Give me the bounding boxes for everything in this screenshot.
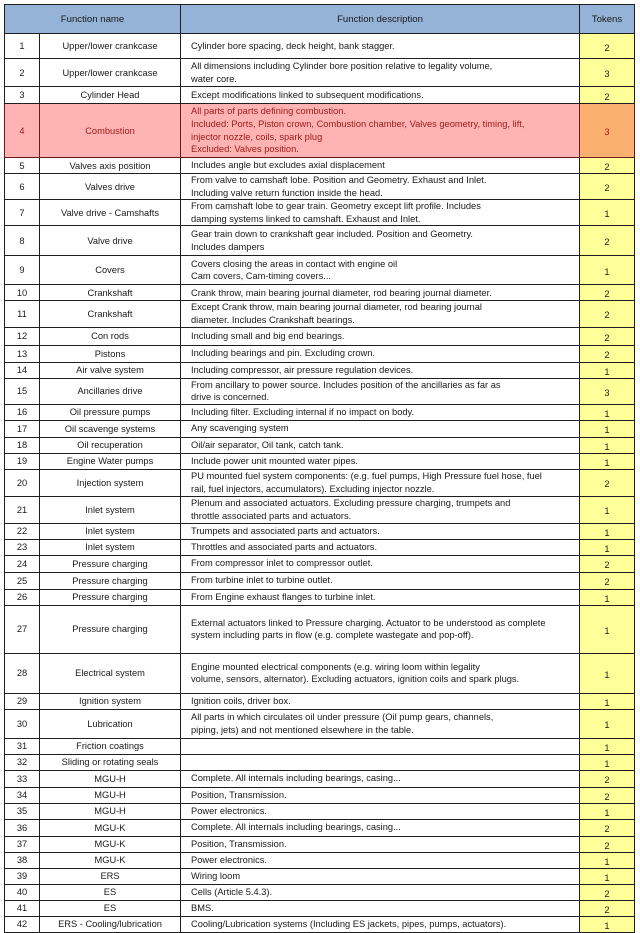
- tokens-cell: 2: [580, 158, 635, 174]
- tokens-cell: 1: [580, 693, 635, 709]
- tokens-cell: 1: [580, 852, 635, 868]
- row-number: 32: [5, 754, 40, 770]
- tokens-cell: 1: [580, 200, 635, 226]
- row-number: 3: [5, 87, 40, 104]
- description-line: Power electronics.: [191, 854, 267, 865]
- tokens-cell: 2: [580, 327, 635, 345]
- row-number: 8: [5, 226, 40, 256]
- description-line: Wiring loom: [191, 870, 241, 881]
- function-name-cell: Pistons: [40, 345, 181, 362]
- tokens-cell: 2: [580, 555, 635, 572]
- description-line: damping systems linked to camshaft. Exhaust and Inlet.: [191, 213, 421, 224]
- row-number: 13: [5, 345, 40, 362]
- function-name-cell: Covers: [40, 256, 181, 285]
- row-number: 17: [5, 420, 40, 437]
- table-row: [5, 803, 635, 819]
- row-number: 4: [5, 104, 40, 158]
- row-number: 10: [5, 285, 40, 301]
- row-number: 29: [5, 693, 40, 709]
- description-line: All dimensions including Cylinder bore position relative to legality volume,: [191, 60, 493, 71]
- row-number: 40: [5, 884, 40, 900]
- function-name-cell: MGU-H: [40, 787, 181, 803]
- function-description-cell: [181, 404, 580, 420]
- description-line: From valve to camshaft lobe. Position and Geometry. Exhaust and Inlet.: [191, 175, 487, 185]
- function-description-cell: [181, 523, 580, 539]
- function-description-cell: [181, 469, 580, 496]
- function-name-cell: MGU-H: [40, 770, 181, 787]
- row-number: 19: [5, 453, 40, 469]
- function-name-cell: Valves axis position: [40, 158, 181, 174]
- description-line: From camshaft lobe to gear train. Geometry except lift profile. Includes: [191, 201, 481, 212]
- description-line: Complete. All internals including bearings, casing...: [191, 822, 401, 833]
- description-line: piping, jets) and not mentioned elsewhere in the table.: [191, 724, 414, 735]
- function-name-cell: Oil pressure pumps: [40, 404, 181, 420]
- function-name-cell: Friction coatings: [40, 738, 181, 754]
- function-name-cell: Injection system: [40, 469, 181, 496]
- description-line: From ancillary to power source. Includes position of the ancillaries as far as: [191, 379, 501, 390]
- function-name-cell: Pressure charging: [40, 572, 181, 589]
- tokens-cell: 1: [580, 605, 635, 653]
- tokens-cell: 2: [580, 345, 635, 362]
- description-line: From Engine exhaust flanges to turbine inlet.: [191, 591, 376, 602]
- header-tokens: Tokens: [580, 5, 635, 34]
- tokens-cell: 1: [580, 916, 635, 932]
- description-line: Complete. All internals including bearings, casing...: [191, 773, 401, 784]
- function-description-cell: [181, 378, 580, 404]
- tokens-cell: 1: [580, 803, 635, 819]
- table-row: [5, 868, 635, 884]
- function-description-cell: [181, 200, 580, 226]
- description-line: Ignition coils, driver box.: [191, 695, 291, 706]
- table-row: [5, 709, 635, 738]
- table-row: [5, 174, 635, 200]
- tokens-cell: 3: [580, 59, 635, 87]
- function-name-cell: Sliding or rotating seals: [40, 754, 181, 770]
- row-number: 34: [5, 787, 40, 803]
- function-name-cell: Cylinder Head: [40, 87, 181, 104]
- row-number: 16: [5, 404, 40, 420]
- function-description-cell: [181, 852, 580, 868]
- function-name-cell: ES: [40, 900, 181, 916]
- description-line: From turbine inlet to turbine outlet.: [191, 575, 333, 586]
- function-description-cell: [181, 362, 580, 378]
- function-description-cell: [181, 539, 580, 555]
- description-line: Throttles and associated parts and actuators.: [191, 541, 378, 552]
- table-row: [5, 900, 635, 916]
- table-row: [5, 884, 635, 900]
- row-number: 26: [5, 589, 40, 605]
- description-line: Except modifications linked to subsequent modifications.: [191, 89, 424, 100]
- function-description-cell: [181, 653, 580, 693]
- function-name-cell: MGU-H: [40, 803, 181, 819]
- function-name-cell: Ancillaries drive: [40, 378, 181, 404]
- row-number: 25: [5, 572, 40, 589]
- function-description-cell: [181, 34, 580, 59]
- function-description-cell: [181, 900, 580, 916]
- description-line: Cooling/Lubrication systems (Including ES jackets, pipes, pumps, actuators).: [191, 918, 507, 929]
- function-description-cell: [181, 327, 580, 345]
- tokens-cell: 1: [580, 256, 635, 285]
- table-row: [5, 754, 635, 770]
- description-line: system including parts in flow (e.g. complete wastegate and pop-off).: [191, 630, 474, 641]
- table-row: [5, 836, 635, 852]
- tokens-cell: 1: [580, 362, 635, 378]
- tokens-cell: 1: [580, 709, 635, 738]
- description-line: volume, sensors, alternator). Excluding actuators, ignition coils and spark plugs.: [191, 674, 520, 685]
- tokens-cell: 1: [580, 589, 635, 605]
- tokens-cell: 1: [580, 404, 635, 420]
- function-name-cell: Pressure charging: [40, 605, 181, 653]
- function-tokens-table: [4, 4, 635, 933]
- function-description-cell: [181, 868, 580, 884]
- table-row: [5, 345, 635, 362]
- tokens-cell: 2: [580, 226, 635, 256]
- header-row: [5, 5, 635, 34]
- description-line: Including valve return function inside the head.: [191, 187, 383, 198]
- function-description-cell: [181, 158, 580, 174]
- tokens-cell: 1: [580, 437, 635, 453]
- table-row: [5, 539, 635, 555]
- tokens-cell: 1: [580, 539, 635, 555]
- header-function-name: Function name: [5, 5, 181, 34]
- description-line: Including compressor, air pressure regulation devices.: [191, 364, 414, 375]
- function-description-cell: [181, 819, 580, 836]
- table-row: [5, 285, 635, 301]
- function-name-cell: Upper/lower crankcase: [40, 59, 181, 87]
- description-line: PU mounted fuel system components: (e.g. fuel pumps, High Pressure fuel hose, fuel: [191, 471, 542, 482]
- table-row: [5, 437, 635, 453]
- tokens-cell: 2: [580, 301, 635, 327]
- function-name-cell: Crankshaft: [40, 301, 181, 327]
- function-name-cell: Con rods: [40, 327, 181, 345]
- function-description-cell: [181, 605, 580, 653]
- row-number: 2: [5, 59, 40, 87]
- row-number: 9: [5, 256, 40, 285]
- description-line: throttle associated parts and actuators.: [191, 510, 352, 521]
- function-name-cell: Inlet system: [40, 523, 181, 539]
- description-line: Cells (Article 5.4.3).: [191, 886, 273, 897]
- table-row: [5, 327, 635, 345]
- row-number: 15: [5, 378, 40, 404]
- tokens-cell: 1: [580, 868, 635, 884]
- row-number: 35: [5, 803, 40, 819]
- tokens-cell: 1: [580, 453, 635, 469]
- table-row: [5, 200, 635, 226]
- function-description-cell: [181, 836, 580, 852]
- row-number: 7: [5, 200, 40, 226]
- function-name-cell: Pressure charging: [40, 589, 181, 605]
- description-line: All parts of parts defining combustion.: [191, 106, 347, 117]
- function-description-cell: [181, 59, 580, 87]
- description-line: Includes angle but excludes axial displacement: [191, 160, 385, 171]
- function-name-cell: Electrical system: [40, 653, 181, 693]
- tokens-cell: 2: [580, 770, 635, 787]
- tokens-cell: 1: [580, 653, 635, 693]
- function-name-cell: Air valve system: [40, 362, 181, 378]
- table-row: [5, 404, 635, 420]
- function-name-cell: MGU-K: [40, 836, 181, 852]
- description-line: rail, fuel injectors, accumulators). Excluding injector nozzle.: [191, 483, 435, 494]
- description-line: Power electronics.: [191, 805, 267, 816]
- function-name-cell: ERS - Cooling/lubrication: [40, 916, 181, 932]
- table-row: [5, 301, 635, 327]
- function-description-cell: [181, 496, 580, 523]
- tokens-cell: 2: [580, 884, 635, 900]
- description-line: Excluded: Valves position.: [191, 144, 299, 155]
- function-description-cell: [181, 453, 580, 469]
- description-line: Including bearings and pin. Excluding crown.: [191, 348, 375, 359]
- function-description-cell: [181, 420, 580, 437]
- description-line: Engine mounted electrical components (e.g. wiring loom within legality: [191, 661, 480, 672]
- table-row: [5, 453, 635, 469]
- tokens-cell: 2: [580, 87, 635, 104]
- table-row: [5, 158, 635, 174]
- tokens-cell: 1: [580, 738, 635, 754]
- function-name-cell: Oil scavenge systems: [40, 420, 181, 437]
- function-description-cell: [181, 87, 580, 104]
- function-description-cell: [181, 301, 580, 327]
- row-number: 18: [5, 437, 40, 453]
- row-number: 20: [5, 469, 40, 496]
- table-body: [5, 34, 635, 933]
- tokens-cell: 2: [580, 787, 635, 803]
- function-name-cell: Engine Water pumps: [40, 453, 181, 469]
- tokens-cell: 2: [580, 285, 635, 301]
- function-description-cell: [181, 256, 580, 285]
- function-name-cell: Lubrication: [40, 709, 181, 738]
- tokens-cell: 2: [580, 819, 635, 836]
- table-row: [5, 378, 635, 404]
- table-row: [5, 523, 635, 539]
- description-line: Trumpets and associated parts and actuators.: [191, 525, 380, 536]
- table-row: [5, 420, 635, 437]
- description-line: injector nozzle, coils, spark plug: [191, 131, 323, 142]
- function-description-cell: [181, 555, 580, 572]
- function-name-cell: MGU-K: [40, 852, 181, 868]
- row-number: 5: [5, 158, 40, 174]
- tokens-cell: 3: [580, 378, 635, 404]
- tokens-cell: 1: [580, 754, 635, 770]
- table-row: [5, 589, 635, 605]
- header-function-description: Function description: [181, 5, 580, 34]
- row-number: 24: [5, 555, 40, 572]
- row-number: 12: [5, 327, 40, 345]
- row-number: 42: [5, 916, 40, 932]
- function-name-cell: Valves drive: [40, 174, 181, 200]
- table-row: [5, 770, 635, 787]
- table-row: [5, 256, 635, 285]
- description-line: Gear train down to crankshaft gear included. Position and Geometry.: [191, 229, 473, 240]
- tokens-cell: 2: [580, 174, 635, 200]
- tokens-cell: 2: [580, 900, 635, 916]
- table-row: [5, 226, 635, 256]
- function-description-cell: [181, 589, 580, 605]
- description-line: Includes dampers: [191, 241, 265, 252]
- function-description-cell: [181, 437, 580, 453]
- description-line: Included: Ports, Piston crown, Combustion chamber, Valves geometry, timing, lift,: [191, 118, 525, 129]
- description-line: External actuators linked to Pressure charging. Actuator to be understood as complete: [191, 617, 546, 628]
- table-row: [5, 572, 635, 589]
- table-row: [5, 104, 635, 158]
- function-name-cell: Inlet system: [40, 496, 181, 523]
- function-description-cell: [181, 345, 580, 362]
- row-number: 31: [5, 738, 40, 754]
- function-description-cell: [181, 572, 580, 589]
- table-row: [5, 555, 635, 572]
- tokens-cell: 1: [580, 523, 635, 539]
- row-number: 39: [5, 868, 40, 884]
- table-row: [5, 34, 635, 59]
- description-line: Position, Transmission.: [191, 789, 287, 800]
- function-description-cell: [181, 916, 580, 932]
- description-line: All parts in which circulates oil under pressure (Oil pump gears, channels,: [191, 712, 494, 723]
- row-number: 11: [5, 301, 40, 327]
- row-number: 30: [5, 709, 40, 738]
- table-row: [5, 496, 635, 523]
- table-row: [5, 738, 635, 754]
- tokens-cell: 2: [580, 34, 635, 59]
- row-number: 36: [5, 819, 40, 836]
- function-description-cell: [181, 770, 580, 787]
- function-name-cell: Inlet system: [40, 539, 181, 555]
- row-number: 38: [5, 852, 40, 868]
- description-line: From compressor inlet to compressor outlet.: [191, 558, 373, 569]
- description-line: Cylinder bore spacing, deck height, bank stagger.: [191, 40, 395, 51]
- row-number: 1: [5, 34, 40, 59]
- row-number: 21: [5, 496, 40, 523]
- description-line: Any scavenging system: [191, 423, 289, 434]
- table-row: [5, 87, 635, 104]
- row-number: 23: [5, 539, 40, 555]
- function-description-cell: [181, 787, 580, 803]
- description-line: Oil/air separator, Oil tank, catch tank.: [191, 439, 344, 450]
- description-line: Plenum and associated actuators. Excluding pressure charging, trumpets and: [191, 498, 511, 509]
- table-row: [5, 469, 635, 496]
- tokens-cell: 2: [580, 469, 635, 496]
- function-description-cell: [181, 693, 580, 709]
- function-description-cell: [181, 803, 580, 819]
- tokens-cell: 3: [580, 104, 635, 158]
- table-row: [5, 653, 635, 693]
- description-line: Including filter. Excluding internal if no impact on body.: [191, 406, 415, 417]
- description-line: Covers closing the areas in contact with engine oil: [191, 258, 398, 269]
- row-number: 41: [5, 900, 40, 916]
- function-name-cell: Oil recuperation: [40, 437, 181, 453]
- table-row: [5, 605, 635, 653]
- function-name-cell: Valve drive - Camshafts: [40, 200, 181, 226]
- description-line: drive is concerned.: [191, 392, 270, 403]
- table-row: [5, 787, 635, 803]
- table-row: [5, 362, 635, 378]
- function-name-cell: ES: [40, 884, 181, 900]
- row-number: 27: [5, 605, 40, 653]
- function-name-cell: Crankshaft: [40, 285, 181, 301]
- tokens-cell: 1: [580, 420, 635, 437]
- description-line: Crank throw, main bearing journal diameter, rod bearing journal diameter.: [191, 287, 492, 298]
- function-name-cell: Valve drive: [40, 226, 181, 256]
- function-name-cell: Ignition system: [40, 693, 181, 709]
- description-line: Cam covers, Cam-timing covers...: [191, 271, 331, 282]
- tokens-cell: 2: [580, 572, 635, 589]
- row-number: 33: [5, 770, 40, 787]
- table-row: [5, 693, 635, 709]
- description-line: Include power unit mounted water pipes.: [191, 455, 358, 466]
- table-row: [5, 852, 635, 868]
- description-line: Position, Transmission.: [191, 838, 287, 849]
- function-name-cell: Combustion: [40, 104, 181, 158]
- table-row: [5, 819, 635, 836]
- description-line: Except Crank throw, main bearing journal diameter, rod bearing journal: [191, 302, 482, 313]
- function-description-cell: [181, 174, 580, 200]
- function-description-cell: [181, 226, 580, 256]
- description-line: BMS.: [191, 902, 214, 913]
- row-number: 28: [5, 653, 40, 693]
- function-name-cell: MGU-K: [40, 819, 181, 836]
- table-row: [5, 59, 635, 87]
- function-description-cell: [181, 884, 580, 900]
- description-line: water core.: [191, 73, 237, 84]
- tokens-cell: 1: [580, 496, 635, 523]
- row-number: 14: [5, 362, 40, 378]
- function-description-cell: [181, 754, 580, 770]
- function-description-cell: [181, 738, 580, 754]
- table-row: [5, 916, 635, 932]
- function-name-cell: ERS: [40, 868, 181, 884]
- row-number: 6: [5, 174, 40, 200]
- tokens-cell: 2: [580, 836, 635, 852]
- function-description-cell: [181, 709, 580, 738]
- function-description-cell: [181, 104, 580, 158]
- row-number: 37: [5, 836, 40, 852]
- description-line: diameter. Includes Crankshaft bearings.: [191, 314, 355, 325]
- row-number: 22: [5, 523, 40, 539]
- function-description-cell: [181, 285, 580, 301]
- function-name-cell: Pressure charging: [40, 555, 181, 572]
- description-line: Including small and big end bearings.: [191, 330, 345, 341]
- function-name-cell: Upper/lower crankcase: [40, 34, 181, 59]
